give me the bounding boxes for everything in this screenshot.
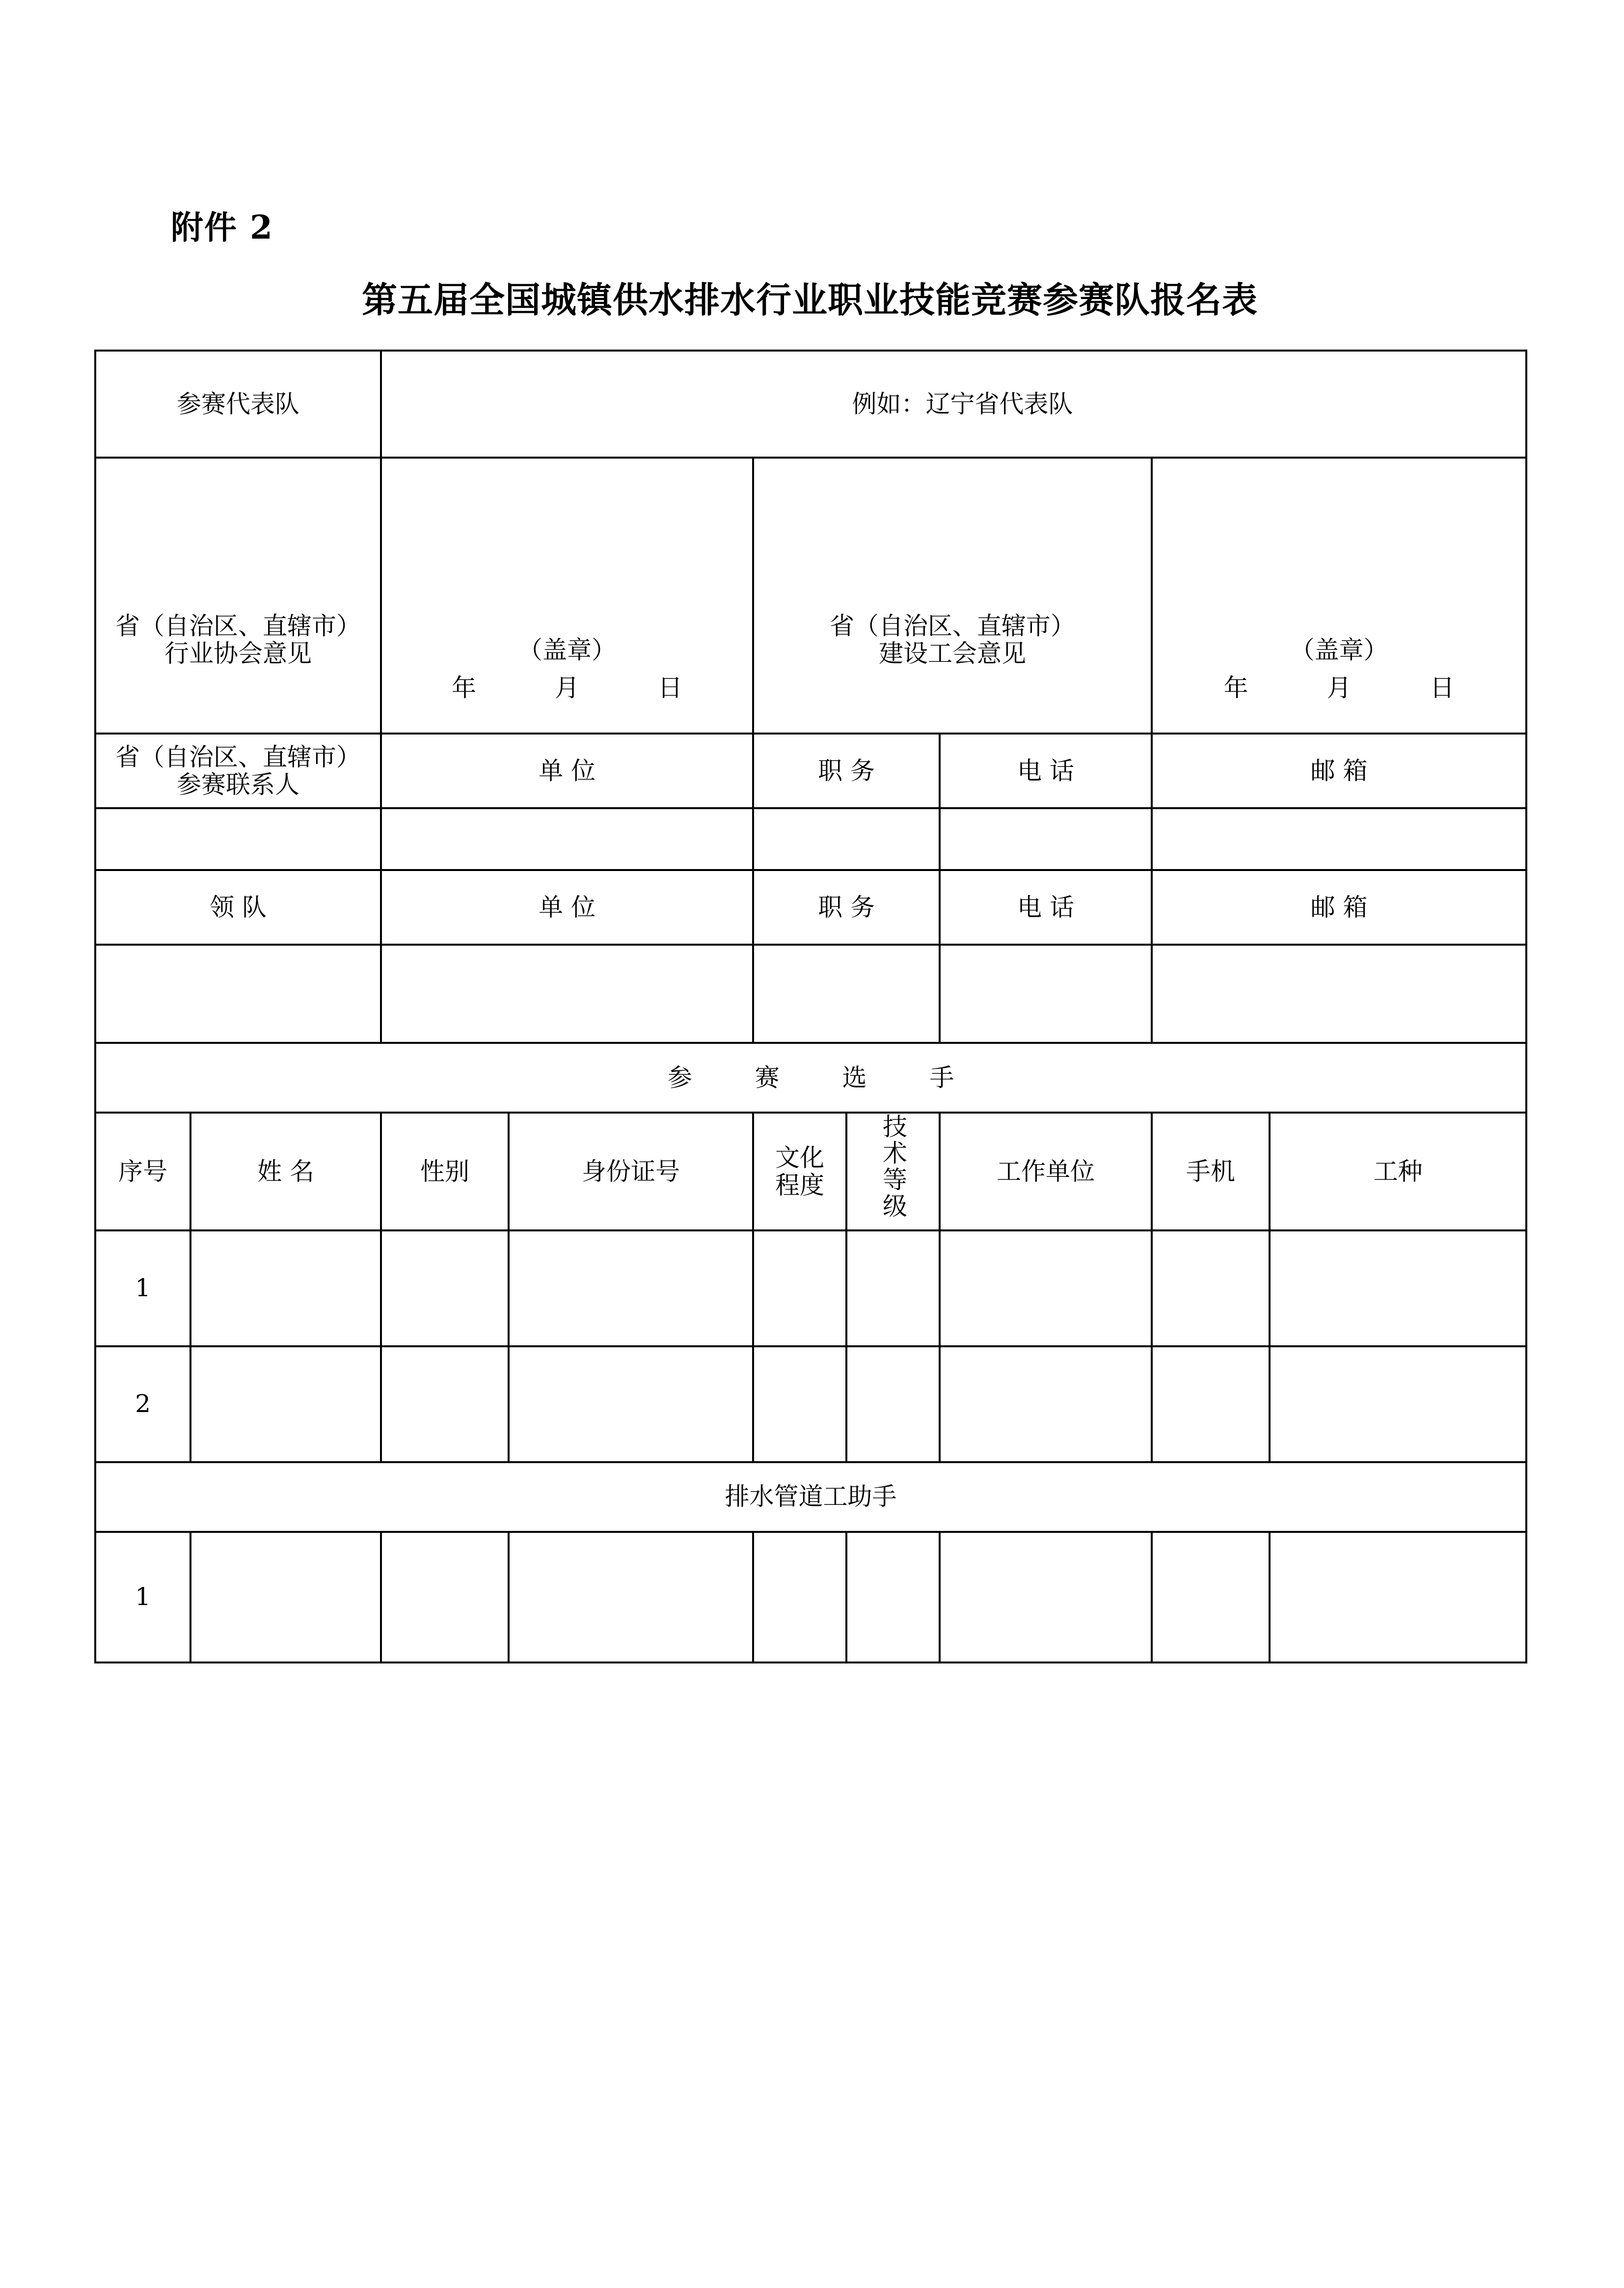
- table-row-contestants-banner: [95, 1043, 1526, 1113]
- input-gender[interactable]: [381, 1346, 509, 1462]
- input-education[interactable]: [753, 1532, 846, 1662]
- label-union-opinion: [753, 458, 1152, 734]
- union-year-label: 年: [1223, 674, 1248, 702]
- input-skill-level[interactable]: [846, 1346, 940, 1462]
- column-header-skill-level: [846, 1113, 940, 1230]
- table-row: [95, 1346, 1526, 1462]
- table-row: [95, 1532, 1526, 1662]
- table-row-assistant-banner: [95, 1462, 1526, 1532]
- table-row-team: [95, 351, 1526, 458]
- input-job-type[interactable]: [1270, 1230, 1526, 1346]
- registration-form-table: [94, 350, 1527, 1663]
- input-contact-unit[interactable]: [381, 808, 753, 870]
- column-header-email: 邮 箱: [1152, 734, 1526, 808]
- column-header-leader-phone: 电 话: [940, 870, 1152, 945]
- column-header-id-number: 身份证号: [509, 1113, 753, 1230]
- input-id-number[interactable]: [509, 1230, 753, 1346]
- input-mobile[interactable]: [1152, 1532, 1270, 1662]
- input-name[interactable]: [190, 1532, 381, 1662]
- table-row-contact-header: [95, 734, 1526, 808]
- input-leader-name[interactable]: [95, 945, 381, 1043]
- table-row-contact-values: [95, 808, 1526, 870]
- field-association-stamp-date[interactable]: [381, 458, 753, 734]
- column-header-leader-email: 邮 箱: [1152, 870, 1526, 945]
- input-leader-unit[interactable]: [381, 945, 753, 1043]
- table-row-opinions: [95, 458, 1526, 734]
- education-line1: 文化: [775, 1143, 825, 1172]
- input-work-unit[interactable]: [940, 1532, 1152, 1662]
- input-contact-email[interactable]: [1152, 808, 1526, 870]
- cell-index: 2: [95, 1346, 190, 1462]
- column-header-education: [753, 1113, 846, 1230]
- input-skill-level[interactable]: [846, 1230, 940, 1346]
- input-leader-phone[interactable]: [940, 945, 1152, 1043]
- input-gender[interactable]: [381, 1230, 509, 1346]
- input-id-number[interactable]: [509, 1532, 753, 1662]
- label-contact-person: [95, 734, 381, 808]
- skill-level-vertical-text: 技术等级: [879, 1114, 908, 1220]
- input-work-unit[interactable]: [940, 1346, 1152, 1462]
- column-header-unit: 单 位: [381, 734, 753, 808]
- input-leader-email[interactable]: [1152, 945, 1526, 1043]
- input-work-unit[interactable]: [940, 1230, 1152, 1346]
- union-opinion-line2: 建设工会意见: [879, 639, 1027, 668]
- cell-index: 1: [95, 1230, 190, 1346]
- association-opinion-line1: 省（自治区、直辖市）: [115, 612, 361, 640]
- label-team-leader: 领 队: [95, 870, 381, 945]
- input-contact-title[interactable]: [753, 808, 940, 870]
- column-header-mobile: 手机: [1152, 1113, 1270, 1230]
- value-team-name[interactable]: 例如：辽宁省代表队: [381, 351, 1526, 458]
- contact-person-line2: 参赛联系人: [177, 770, 300, 799]
- column-header-leader-title: 职 务: [753, 870, 940, 945]
- section-header-contestants: 参 赛 选 手: [95, 1043, 1526, 1113]
- input-leader-title[interactable]: [753, 945, 940, 1043]
- association-opinion-line2: 行业协会意见: [164, 639, 312, 668]
- section-header-assistant: 排水管道工助手: [95, 1462, 1526, 1532]
- column-header-name: 姓 名: [190, 1113, 381, 1230]
- union-stamp-text: （盖章）: [1290, 635, 1388, 664]
- input-id-number[interactable]: [509, 1346, 753, 1462]
- association-stamp-text: （盖章）: [518, 635, 617, 664]
- input-job-type[interactable]: [1270, 1532, 1526, 1662]
- cell-index: 1: [95, 1532, 190, 1662]
- union-month-label: 月: [1326, 674, 1352, 702]
- table-row: [95, 1230, 1526, 1346]
- table-row-leader-values: [95, 945, 1526, 1043]
- input-job-type[interactable]: [1270, 1346, 1526, 1462]
- input-education[interactable]: [753, 1230, 846, 1346]
- association-year-label: 年: [452, 674, 477, 702]
- field-union-stamp-date[interactable]: [1152, 458, 1526, 734]
- column-header-gender: 性别: [381, 1113, 509, 1230]
- table-row-contestants-header: [95, 1113, 1526, 1230]
- input-name[interactable]: [190, 1346, 381, 1462]
- label-team-name: 参赛代表队: [95, 351, 381, 458]
- input-skill-level[interactable]: [846, 1532, 940, 1662]
- education-line2: 程度: [775, 1171, 825, 1199]
- page-title: 第五届全国城镇供水排水行业职业技能竞赛参赛队报名表: [361, 279, 1258, 321]
- union-opinion-line1: 省（自治区、直辖市）: [830, 612, 1076, 640]
- input-gender[interactable]: [381, 1532, 509, 1662]
- association-month-label: 月: [555, 674, 580, 702]
- input-name[interactable]: [190, 1230, 381, 1346]
- column-header-phone: 电 话: [940, 734, 1152, 808]
- input-contact-name[interactable]: [95, 808, 381, 870]
- input-mobile[interactable]: [1152, 1230, 1270, 1346]
- input-contact-phone[interactable]: [940, 808, 1152, 870]
- table-row-leader-header: [95, 870, 1526, 945]
- contact-person-line1: 省（自治区、直辖市）: [115, 743, 361, 771]
- attachment-label: 附件 2: [171, 208, 273, 246]
- union-day-label: 日: [1430, 674, 1455, 702]
- column-header-job-type: 工种: [1270, 1113, 1526, 1230]
- column-header-leader-unit: 单 位: [381, 870, 753, 945]
- column-header-work-unit: 工作单位: [940, 1113, 1152, 1230]
- column-header-title: 职 务: [753, 734, 940, 808]
- label-association-opinion: [95, 458, 381, 734]
- input-mobile[interactable]: [1152, 1346, 1270, 1462]
- column-header-index: 序号: [95, 1113, 190, 1230]
- input-education[interactable]: [753, 1346, 846, 1462]
- association-day-label: 日: [658, 674, 683, 702]
